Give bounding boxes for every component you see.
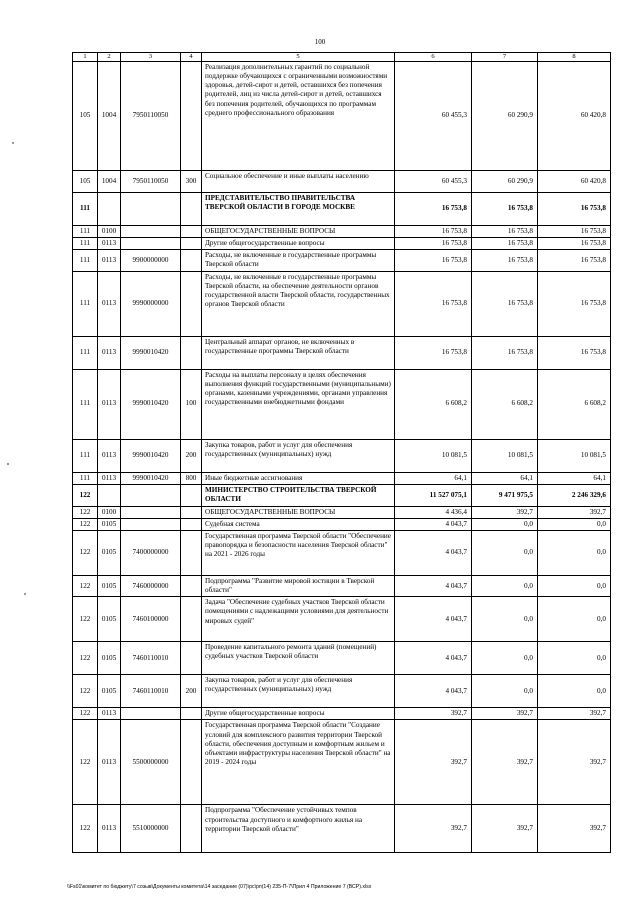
cell-amount-2023: 64,1: [472, 472, 538, 484]
table-row: [73, 575, 611, 596]
cell-admin-code: 122: [73, 530, 98, 575]
cell-description: Расходы на выплаты персоналу в целях обеспечения выполнения функций государственными (муниципальными) органами, казенными учреждениями, органами управления государственными внебюджетными фондами: [202, 369, 395, 439]
cell-section-code: 0113: [98, 708, 121, 720]
cell-amount-2024: 392,7: [538, 708, 611, 720]
table-row: [73, 472, 611, 484]
cell-admin-code: 111: [73, 226, 98, 238]
file-path-footer: \\Fs01\комитет по бюджету\7 созыв\Документы комитета\14 заседание (07)\рс\рп(14) 235-П-7\Прил 4 Приложение 7 (ВСР).xlsx: [67, 884, 372, 890]
cell-amount-2024: 0,0: [538, 597, 611, 642]
cell-admin-code: 122: [73, 597, 98, 642]
table-row: [73, 369, 611, 439]
cell-expense-type: 800: [181, 472, 202, 484]
table-row: [73, 506, 611, 518]
table-row: [73, 597, 611, 642]
cell-amount-2022: 392,7: [395, 708, 472, 720]
cell-section-code: [98, 484, 121, 506]
cell-admin-code: 122: [73, 675, 98, 708]
table-row: [73, 238, 611, 250]
cell-target-article: [121, 193, 181, 226]
cell-amount-2023: 16 753,8: [472, 271, 538, 336]
cell-amount-2022: 16 753,8: [395, 271, 472, 336]
cell-section-code: 0105: [98, 530, 121, 575]
cell-target-article: 7950110050: [121, 62, 181, 171]
cell-amount-2024: 2 246 329,6: [538, 484, 611, 506]
cell-description: Задача "Обеспечение судебных участков Тверской области помещениями с надлежащими условиями для деятельности мировых судей": [202, 597, 395, 642]
cell-expense-type: [181, 484, 202, 506]
table-row: [73, 226, 611, 238]
cell-admin-code: 111: [73, 238, 98, 250]
cell-amount-2023: 60 290,9: [472, 62, 538, 171]
cell-amount-2022: 4 043,7: [395, 675, 472, 708]
cell-amount-2023: 0,0: [472, 642, 538, 675]
cell-section-code: 0105: [98, 597, 121, 642]
cell-admin-code: 122: [73, 575, 98, 596]
cell-expense-type: 200: [181, 675, 202, 708]
cell-description: Социальное обеспечение и иные выплаты населению: [202, 171, 395, 193]
cell-section-code: 0100: [98, 506, 121, 518]
table-row: [73, 642, 611, 675]
cell-admin-code: 111: [73, 250, 98, 271]
cell-target-article: [121, 484, 181, 506]
table-row: [73, 193, 611, 226]
cell-target-article: 7460110010: [121, 642, 181, 675]
cell-amount-2024: 16 753,8: [538, 226, 611, 238]
cell-amount-2022: 10 081,5: [395, 439, 472, 472]
cell-amount-2023: 0,0: [472, 675, 538, 708]
cell-amount-2024: 64,1: [538, 472, 611, 484]
column-header: 8: [538, 53, 611, 62]
cell-description: Центральный аппарат органов, не включенных в государственные программы Тверской области: [202, 336, 395, 369]
cell-amount-2022: 4 043,7: [395, 642, 472, 675]
cell-amount-2022: 392,7: [395, 805, 472, 853]
column-header: 6: [395, 53, 472, 62]
cell-description: Государственная программа Тверской области "Обеспечение правопорядка и безопасности населения Тверской области" на 2021 - 2026 годы: [202, 530, 395, 575]
cell-expense-type: [181, 336, 202, 369]
cell-expense-type: [181, 597, 202, 642]
cell-amount-2022: 16 753,8: [395, 238, 472, 250]
scan-mark: [7, 463, 9, 465]
cell-amount-2022: 16 753,8: [395, 336, 472, 369]
cell-admin-code: 111: [73, 369, 98, 439]
cell-amount-2024: 10 081,5: [538, 439, 611, 472]
cell-amount-2022: 4 043,7: [395, 530, 472, 575]
cell-description: Реализация дополнительных гарантий по социальной поддержке обучающихся с ограниченными возможностями здоровья, детей-сирот и детей, оставшихся без попечения родителей, лиц из числа детей-сирот и детей, оставшихся без попечения родителей, обучающихся по программам среднего профессионального образования: [202, 62, 395, 171]
cell-admin-code: 111: [73, 193, 98, 226]
cell-description: ОБЩЕГОСУДАРСТВЕННЫЕ ВОПРОСЫ: [202, 506, 395, 518]
cell-amount-2022: 16 753,8: [395, 193, 472, 226]
cell-target-article: 9990010420: [121, 439, 181, 472]
cell-admin-code: 105: [73, 171, 98, 193]
cell-section-code: 0105: [98, 675, 121, 708]
cell-admin-code: 111: [73, 336, 98, 369]
cell-amount-2024: 392,7: [538, 506, 611, 518]
cell-amount-2022: 4 043,7: [395, 518, 472, 530]
cell-section-code: 0113: [98, 720, 121, 805]
cell-target-article: 9990010420: [121, 369, 181, 439]
cell-amount-2022: 11 527 075,1: [395, 484, 472, 506]
cell-description: Судебная система: [202, 518, 395, 530]
cell-amount-2023: 392,7: [472, 805, 538, 853]
cell-admin-code: 122: [73, 506, 98, 518]
cell-admin-code: 122: [73, 518, 98, 530]
cell-expense-type: [181, 250, 202, 271]
cell-target-article: 7400000000: [121, 530, 181, 575]
cell-amount-2023: 392,7: [472, 506, 538, 518]
cell-amount-2023: 10 081,5: [472, 439, 538, 472]
cell-expense-type: [181, 805, 202, 853]
cell-amount-2023: 392,7: [472, 708, 538, 720]
cell-target-article: [121, 708, 181, 720]
cell-section-code: 0113: [98, 250, 121, 271]
cell-target-article: 7460110010: [121, 675, 181, 708]
cell-amount-2024: 16 753,8: [538, 238, 611, 250]
cell-amount-2023: 0,0: [472, 530, 538, 575]
cell-expense-type: 100: [181, 369, 202, 439]
cell-amount-2024: 0,0: [538, 530, 611, 575]
cell-description: ОБЩЕГОСУДАРСТВЕННЫЕ ВОПРОСЫ: [202, 226, 395, 238]
cell-amount-2022: 60 455,3: [395, 171, 472, 193]
table-row: [73, 250, 611, 271]
column-header: 5: [202, 53, 395, 62]
cell-expense-type: [181, 271, 202, 336]
cell-description: Другие общегосударственные вопросы: [202, 238, 395, 250]
table-row: [73, 720, 611, 805]
cell-amount-2022: 6 608,2: [395, 369, 472, 439]
column-header: 3: [121, 53, 181, 62]
cell-amount-2023: 60 290,9: [472, 171, 538, 193]
cell-amount-2024: 0,0: [538, 518, 611, 530]
cell-description: Подпрограмма "Развитие мировой юстиции в Тверской области": [202, 575, 395, 596]
cell-amount-2024: 392,7: [538, 805, 611, 853]
cell-description: Иные бюджетные ассигнования: [202, 472, 395, 484]
cell-expense-type: [181, 226, 202, 238]
cell-section-code: 1004: [98, 62, 121, 171]
cell-admin-code: 122: [73, 805, 98, 853]
cell-section-code: 0113: [98, 369, 121, 439]
cell-description: Расходы, не включенные в государственные программы Тверской области, на обеспечение деятельности органов государственной власти Тверской области, государственных органов Тверской области: [202, 271, 395, 336]
cell-description: Расходы, не включенные в государственные программы Тверской области: [202, 250, 395, 271]
cell-amount-2023: 16 753,8: [472, 226, 538, 238]
cell-amount-2023: 16 753,8: [472, 238, 538, 250]
cell-admin-code: 111: [73, 439, 98, 472]
cell-expense-type: [181, 193, 202, 226]
column-header: 2: [98, 53, 121, 62]
cell-target-article: 7460000000: [121, 575, 181, 596]
table-row: [73, 675, 611, 708]
column-header: 4: [181, 53, 202, 62]
cell-description: Закупка товаров, работ и услуг для обеспечения государственных (муниципальных) нужд: [202, 675, 395, 708]
cell-target-article: [121, 226, 181, 238]
cell-admin-code: 122: [73, 720, 98, 805]
table-row: [73, 171, 611, 193]
cell-amount-2024: 16 753,8: [538, 193, 611, 226]
cell-target-article: 7950110050: [121, 171, 181, 193]
cell-amount-2024: 16 753,8: [538, 336, 611, 369]
cell-expense-type: [181, 506, 202, 518]
cell-expense-type: [181, 642, 202, 675]
cell-section-code: 0113: [98, 472, 121, 484]
cell-expense-type: [181, 575, 202, 596]
cell-section-code: 0105: [98, 642, 121, 675]
cell-amount-2024: 60 420,8: [538, 62, 611, 171]
cell-section-code: 0113: [98, 439, 121, 472]
cell-target-article: 9900000000: [121, 250, 181, 271]
cell-admin-code: 122: [73, 484, 98, 506]
cell-amount-2022: 16 753,8: [395, 250, 472, 271]
table-row: [73, 484, 611, 506]
cell-amount-2024: 392,7: [538, 720, 611, 805]
cell-description: Подпрограмма "Обеспечение устойчивых темпов строительства доступного и комфортного жилья на территории Тверской области": [202, 805, 395, 853]
cell-expense-type: 200: [181, 439, 202, 472]
cell-admin-code: 122: [73, 642, 98, 675]
cell-section-code: 0105: [98, 518, 121, 530]
cell-admin-code: 111: [73, 472, 98, 484]
cell-expense-type: [181, 238, 202, 250]
cell-amount-2022: 4 043,7: [395, 597, 472, 642]
cell-amount-2023: 16 753,8: [472, 250, 538, 271]
cell-expense-type: 300: [181, 171, 202, 193]
cell-admin-code: 122: [73, 708, 98, 720]
cell-section-code: 0113: [98, 336, 121, 369]
cell-amount-2023: 16 753,8: [472, 336, 538, 369]
cell-admin-code: 105: [73, 62, 98, 171]
cell-amount-2023: 0,0: [472, 597, 538, 642]
cell-expense-type: [181, 720, 202, 805]
cell-description: Другие общегосударственные вопросы: [202, 708, 395, 720]
table-row: [73, 530, 611, 575]
cell-amount-2023: 392,7: [472, 720, 538, 805]
cell-target-article: 9990010420: [121, 472, 181, 484]
cell-amount-2022: 4 043,7: [395, 575, 472, 596]
table-row: [73, 518, 611, 530]
cell-section-code: 0113: [98, 238, 121, 250]
cell-section-code: 0113: [98, 805, 121, 853]
column-number-row: [73, 53, 611, 62]
cell-description: Государственная программа Тверской области "Создание условий для комплексного развития территории Тверской области, обеспечения доступным и комфортным жильем и объектами инфраструктуры населения Тверской области" на 2019 - 2024 годы: [202, 720, 395, 805]
cell-expense-type: [181, 708, 202, 720]
cell-amount-2022: 16 753,8: [395, 226, 472, 238]
cell-description: ПРЕДСТАВИТЕЛЬСТВО ПРАВИТЕЛЬСТВА ТВЕРСКОЙ ОБЛАСТИ В ГОРОДЕ МОСКВЕ: [202, 193, 395, 226]
cell-amount-2023: 0,0: [472, 518, 538, 530]
cell-amount-2022: 64,1: [395, 472, 472, 484]
cell-section-code: [98, 193, 121, 226]
budget-table: [72, 52, 611, 853]
cell-description: МИНИСТЕРСТВО СТРОИТЕЛЬСТВА ТВЕРСКОЙ ОБЛАСТИ: [202, 484, 395, 506]
scan-mark: [12, 142, 14, 144]
cell-section-code: 0113: [98, 271, 121, 336]
cell-amount-2022: 60 455,3: [395, 62, 472, 171]
table-row: [73, 439, 611, 472]
cell-expense-type: [181, 530, 202, 575]
cell-amount-2024: 60 420,8: [538, 171, 611, 193]
cell-amount-2023: 16 753,8: [472, 193, 538, 226]
column-header: 7: [472, 53, 538, 62]
cell-amount-2024: 16 753,8: [538, 271, 611, 336]
cell-amount-2023: 0,0: [472, 575, 538, 596]
cell-amount-2022: 392,7: [395, 720, 472, 805]
cell-amount-2024: 16 753,8: [538, 250, 611, 271]
cell-description: Проведение капитального ремонта зданий (помещений) судебных участков Тверской области: [202, 642, 395, 675]
cell-target-article: 9990010420: [121, 336, 181, 369]
table-row: [73, 805, 611, 853]
cell-amount-2024: 0,0: [538, 575, 611, 596]
cell-target-article: [121, 518, 181, 530]
cell-target-article: 9990000000: [121, 271, 181, 336]
cell-target-article: [121, 506, 181, 518]
cell-admin-code: 111: [73, 271, 98, 336]
cell-target-article: 5510000000: [121, 805, 181, 853]
cell-amount-2023: 9 471 975,5: [472, 484, 538, 506]
cell-expense-type: [181, 518, 202, 530]
cell-amount-2024: 0,0: [538, 642, 611, 675]
table-row: [73, 708, 611, 720]
cell-section-code: 0100: [98, 226, 121, 238]
cell-expense-type: [181, 62, 202, 171]
table-row: [73, 62, 611, 171]
cell-target-article: 7460100000: [121, 597, 181, 642]
cell-description: Закупка товаров, работ и услуг для обеспечения государственных (муниципальных) нужд: [202, 439, 395, 472]
column-header: 1: [73, 53, 98, 62]
cell-target-article: 5500000000: [121, 720, 181, 805]
page-number: 100: [314, 38, 326, 46]
cell-target-article: [121, 238, 181, 250]
cell-section-code: 0105: [98, 575, 121, 596]
cell-section-code: 1004: [98, 171, 121, 193]
table-row: [73, 336, 611, 369]
table-row: [73, 271, 611, 336]
cell-amount-2022: 4 436,4: [395, 506, 472, 518]
cell-amount-2023: 6 608,2: [472, 369, 538, 439]
cell-amount-2024: 0,0: [538, 675, 611, 708]
scan-mark: [24, 593, 26, 595]
cell-amount-2024: 6 608,2: [538, 369, 611, 439]
